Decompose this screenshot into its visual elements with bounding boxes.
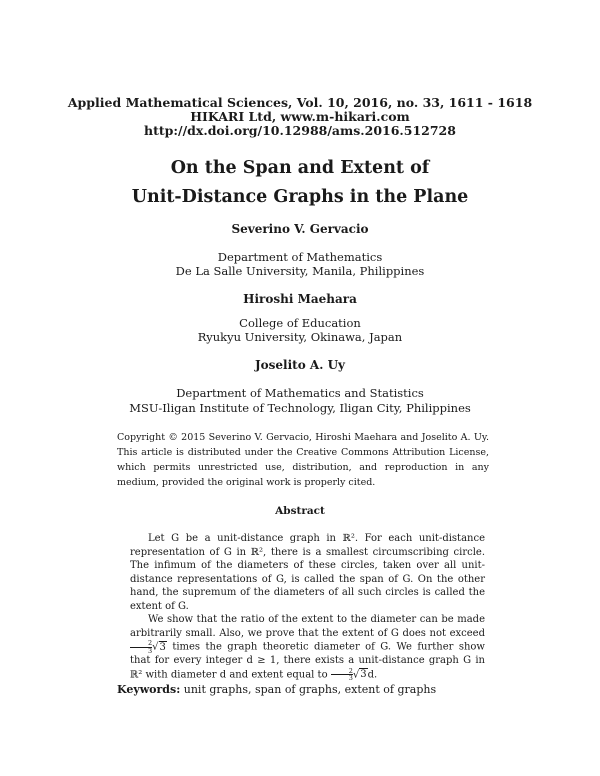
author-affiliation: MSU-Iligan Institute of Technology, Iligan City, Philippines (129, 401, 471, 415)
abstract-heading: Abstract (275, 505, 325, 517)
doi-link[interactable]: http://dx.doi.org/10.12988/ams.2016.512728 (144, 123, 456, 138)
copyright-symbol: © (168, 432, 178, 443)
copyright-notice: Copyright © 2015 Severino V. Gervacio, Hiroshi Maehara and Joselito A. Uy. This article is distributed under the Creative Commons Attribution License, which permits unrestricted use, distribution, and reproduction in any medium, provided the original work is properly cited. (117, 432, 489, 488)
author-name: Joselito A. Uy (254, 358, 346, 372)
author-affiliation: Department of Mathematics and Statistics (176, 386, 424, 400)
author-name: Hiroshi Maehara (243, 292, 357, 306)
sqrt-symbol: √ (152, 641, 159, 653)
publisher-line: HIKARI Ltd, www.m-hikari.com (190, 109, 410, 124)
fraction: $\frac{2}{3}$ (130, 640, 152, 654)
keywords-line (117, 683, 436, 696)
author-affiliation: Department of Mathematics (217, 250, 383, 264)
abstract-paragraph: We show that the ratio of the extent to the diameter can be made arbitrarily small. Also, we prove that the extent of G does not exceed $\frac{2}{3}$ √3 times the graph theoretic diameter of G. We further show that for every integer d ≥ 1, there exists a unit-distance graph G in ℝ² with diameter d and extent equal to $\frac{2}{3}$ √3d. (130, 614, 485, 682)
sqrt-symbol: √ (352, 669, 360, 680)
author-affiliation: De La Salle University, Manila, Philippines (175, 264, 425, 278)
author-affiliation: College of Education (239, 316, 361, 330)
abstract-body (130, 532, 485, 682)
fraction: $\frac{2}{3}$ (331, 668, 353, 682)
author-affiliation: Ryukyu University, Okinawa, Japan (197, 330, 403, 344)
journal-citation: Applied Mathematical Sciences, Vol. 10, 2016, no. 33, 1611 - 1618 (67, 95, 533, 110)
keywords-label: Keywords: (117, 683, 181, 696)
keywords-text: unit graphs, span of graphs, extent of graphs (180, 683, 437, 696)
abstract-paragraph: Let G be a unit-distance graph in ℝ². For each unit-distance representation of G in ℝ², there is a smallest circumscribing circle. The infimum of the diameters of these circles, taken over all unit-distance representations of G, is called the span of G. On the other hand, the supremum of the diameters of all such circles is called the extent of G. (130, 533, 485, 612)
paper-title-line-1: On the Span and Extent of (170, 158, 430, 178)
author-name: Severino V. Gervacio (231, 222, 369, 236)
paper-title-line-2: Unit-Distance Graphs in the Plane (131, 187, 469, 207)
